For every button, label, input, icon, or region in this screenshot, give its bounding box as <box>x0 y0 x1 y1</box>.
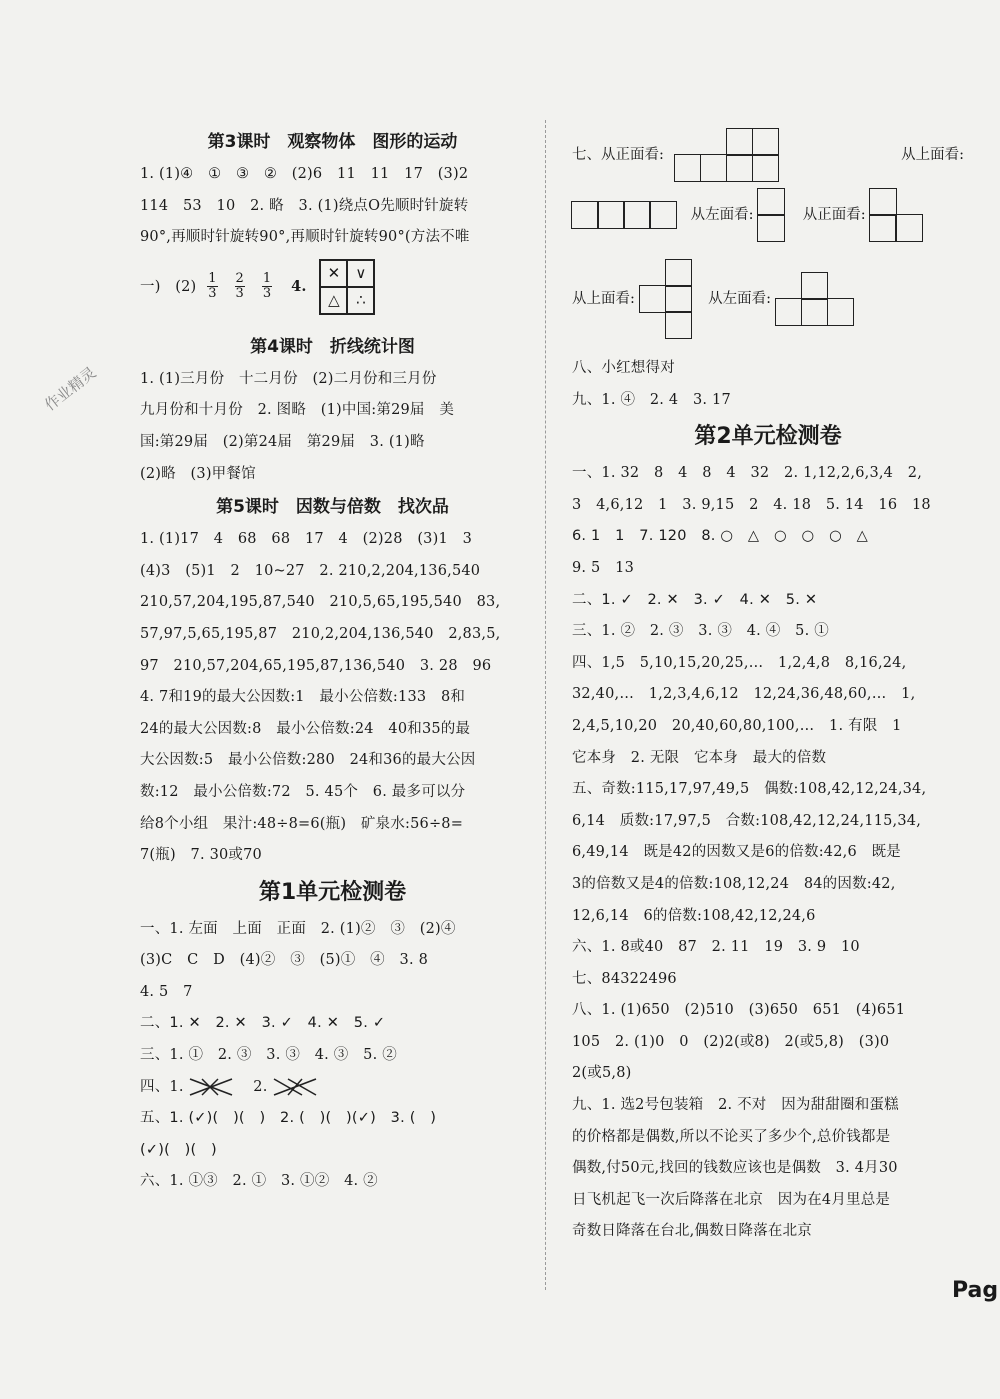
column-divider <box>545 120 546 1290</box>
answer-line: 一、1. 32 8 4 8 4 32 2. 1,12,2,6,3,4 2, <box>572 465 923 482</box>
top-view-shape-2 <box>640 260 692 338</box>
right-column <box>572 125 964 1248</box>
answer-line: 三、1. ② 2. ③ 3. ③ 4. ④ 5. ① <box>572 623 829 640</box>
grid-cell: △ <box>320 287 347 314</box>
grid-cell: ∨ <box>347 260 374 287</box>
matching-lines-icon <box>188 1076 234 1098</box>
symbol-grid <box>319 259 375 315</box>
answer-line: (✓)( )( ) <box>140 1141 217 1158</box>
view-label: 从正面看: <box>802 207 866 223</box>
answer-line: 九、1. 选2号包装箱 2. 不对 因为甜甜圈和蛋糕 <box>572 1097 899 1114</box>
view-row-2 <box>572 185 964 245</box>
answer-line: 4. 5 7 <box>140 983 193 1000</box>
answer-line: 日飞机起飞一次后降落在北京 因为在4月里总是 <box>572 1191 891 1208</box>
grid-cell: ✕ <box>320 260 347 287</box>
answer-line: 数:12 最小公倍数:72 5. 45个 6. 最多可以分 <box>140 783 466 800</box>
matching-lines-icon <box>272 1076 318 1098</box>
fraction: $\frac{1}{3}$ <box>208 271 217 302</box>
answer-line: 二、1. ✓ 2. ✕ 3. ✓ 4. ✕ 5. ✕ <box>572 591 818 608</box>
answer-line: 1. (1)三月份 十二月份 (2)二月份和三月份 <box>140 370 437 387</box>
answer-line: (3)C C D (4)② ③ (5)① ④ 3. 8 <box>140 952 429 969</box>
answer-line: 2,4,5,10,20 20,40,60,80,100,… 1. 有限 1 <box>572 717 902 734</box>
front-view-shape-2 <box>870 189 922 241</box>
fraction-prefix: 一) (2) <box>140 278 197 295</box>
front-view-shape <box>675 129 779 181</box>
answer-line: 九月份和十月份 2. 图略 (1)中国:第29届 美 <box>140 402 455 419</box>
answer-line: 八、小红想得对 <box>572 360 675 376</box>
answer-line: 一、1. 左面 上面 正面 2. (1)② ③ (2)④ <box>140 920 456 937</box>
answer-line: 97 210,57,204,65,195,87,136,540 3. 28 96 <box>140 657 492 674</box>
answer-line: 大公因数:5 最小公倍数:280 24和36的最大公因 <box>140 752 476 769</box>
answer-line: (4)3 (5)1 2 10~27 2. 210,2,204,136,540 <box>140 562 481 579</box>
answer-line: 105 2. (1)0 0 (2)2(或8) 2(或5,8) (3)0 <box>572 1033 890 1050</box>
answer-line: 给8个小组 果汁:48÷8=6(瓶) 矿泉水:56÷8= <box>140 815 464 832</box>
unit2-title: 第2单元检测卷 <box>694 424 842 450</box>
view-label: 七、从正面看: <box>572 147 664 163</box>
answer-line: 六、1. ①③ 2. ① 3. ①② 4. ② <box>140 1173 378 1190</box>
answer-line: 32,40,… 1,2,3,4,6,12 12,24,36,48,60,… 1, <box>572 686 916 703</box>
answer-line: 的价格都是偶数,所以不论买了多少个,总价钱都是 <box>572 1128 891 1145</box>
answer-line: 24的最大公因数:8 最小公倍数:24 40和35的最 <box>140 720 471 737</box>
answer-line: 五、奇数:115,17,97,49,5 偶数:108,42,12,24,34, <box>572 781 927 798</box>
answer-line: 六、1. 8或40 87 2. 11 19 3. 9 10 <box>572 939 860 956</box>
answer-line: 四、1,5 5,10,15,20,25,… 1,2,4,8 8,16,24, <box>572 654 907 671</box>
watermark: 作业精灵 <box>41 363 100 415</box>
answer-line: 三、1. ① 2. ③ 3. ③ 4. ③ 5. ② <box>140 1047 397 1064</box>
answer-line: 1. (1)17 4 68 68 17 4 (2)28 (3)1 3 <box>140 531 473 548</box>
page-number-tag: Pag <box>952 1278 999 1303</box>
answer-line-matching: 四、1. 2. <box>140 1072 525 1104</box>
answer-line: 国:第29届 (2)第24届 第29届 3. (1)略 <box>140 433 425 450</box>
answer-line-fractions <box>140 254 525 320</box>
view-label: 从左面看: <box>708 291 771 307</box>
answer-line: 五、1. (✓)( )( ) 2. ( )( )(✓) 3. ( ) <box>140 1110 437 1127</box>
answer-line: 二、1. ✕ 2. ✕ 3. ✓ 4. ✕ 5. ✓ <box>140 1015 386 1032</box>
fraction: $\frac{1}{3}$ <box>262 271 272 302</box>
answer-line: 3 4,6,12 1 3. 9,15 2 4. 18 5. 14 16 18 <box>572 496 931 513</box>
answer-line: 偶数,付50元,找回的钱数应该也是偶数 3. 4月30 <box>572 1160 898 1177</box>
answer-line: 6,14 质数:17,97,5 合数:108,42,12,24,115,34, <box>572 812 922 829</box>
view-label: 从上面看: <box>572 291 635 307</box>
answer-line: 90°,再顺时针旋转90°,再顺时针旋转90°(方法不唯 <box>140 229 470 246</box>
left-view-shape-2 <box>776 273 854 325</box>
left-view-shape <box>758 189 784 241</box>
answer-line: 奇数日降落在台北,偶数日降落在北京 <box>572 1223 813 1240</box>
answer-line: 4. 7和19的最大公因数:1 最小公倍数:133 8和 <box>140 689 466 706</box>
section-title-lesson5: 第5课时 因数与倍数 找次品 <box>216 497 449 518</box>
question-number: 4. <box>291 277 307 295</box>
answer-line: 它本身 2. 无限 它本身 最大的倍数 <box>572 749 827 766</box>
view-row-1 <box>572 125 964 185</box>
answer-line: 57,97,5,65,195,87 210,2,204,136,540 2,83,5, <box>140 625 501 642</box>
answer-line: 7(瓶) 7. 30或70 <box>140 847 262 864</box>
section-title-lesson3: 第3课时 观察物体 图形的运动 <box>207 132 458 152</box>
unit1-title: 第1单元检测卷 <box>258 879 407 905</box>
answer-line: (2)略 (3)甲餐馆 <box>140 465 256 482</box>
answer-line: 九、1. ④ 2. 4 3. 17 <box>572 391 731 408</box>
answer-line: 3的倍数又是4的倍数:108,12,24 84的因数:42, <box>572 875 896 892</box>
answer-line: 12,6,14 6的倍数:108,42,12,24,6 <box>572 907 816 924</box>
view-label: 从上面看: <box>901 147 964 163</box>
top-view-shape <box>572 202 676 228</box>
answer-line: 七、84322496 <box>572 970 677 987</box>
answer-line: 114 53 10 2. 略 3. (1)绕点O先顺时针旋转 <box>140 197 469 214</box>
fraction: $\frac{2}{3}$ <box>235 271 244 302</box>
grid-cell: ∴ <box>347 287 374 314</box>
answer-line: 6,49,14 既是42的因数又是6的倍数:42,6 既是 <box>572 844 901 861</box>
left-column <box>140 125 525 1198</box>
answer-line: 6. 1 1 7. 120 8. ○ △ ○ ○ ○ △ <box>572 528 868 545</box>
answer-line: 1. (1)④ ① ③ ② (2)6 11 11 17 (3)2 <box>140 166 469 182</box>
answer-line: 9. 5 13 <box>572 559 635 576</box>
section-title-lesson4: 第4课时 折线统计图 <box>250 336 415 357</box>
answer-line: 八、1. (1)650 (2)510 (3)650 651 (4)651 <box>572 1002 906 1019</box>
view-row-3 <box>572 245 964 353</box>
view-label: 从左面看: <box>690 207 754 223</box>
answer-line: 210,57,204,195,87,540 210,5,65,195,540 83, <box>140 594 501 611</box>
answer-line: 2(或5,8) <box>572 1065 632 1082</box>
